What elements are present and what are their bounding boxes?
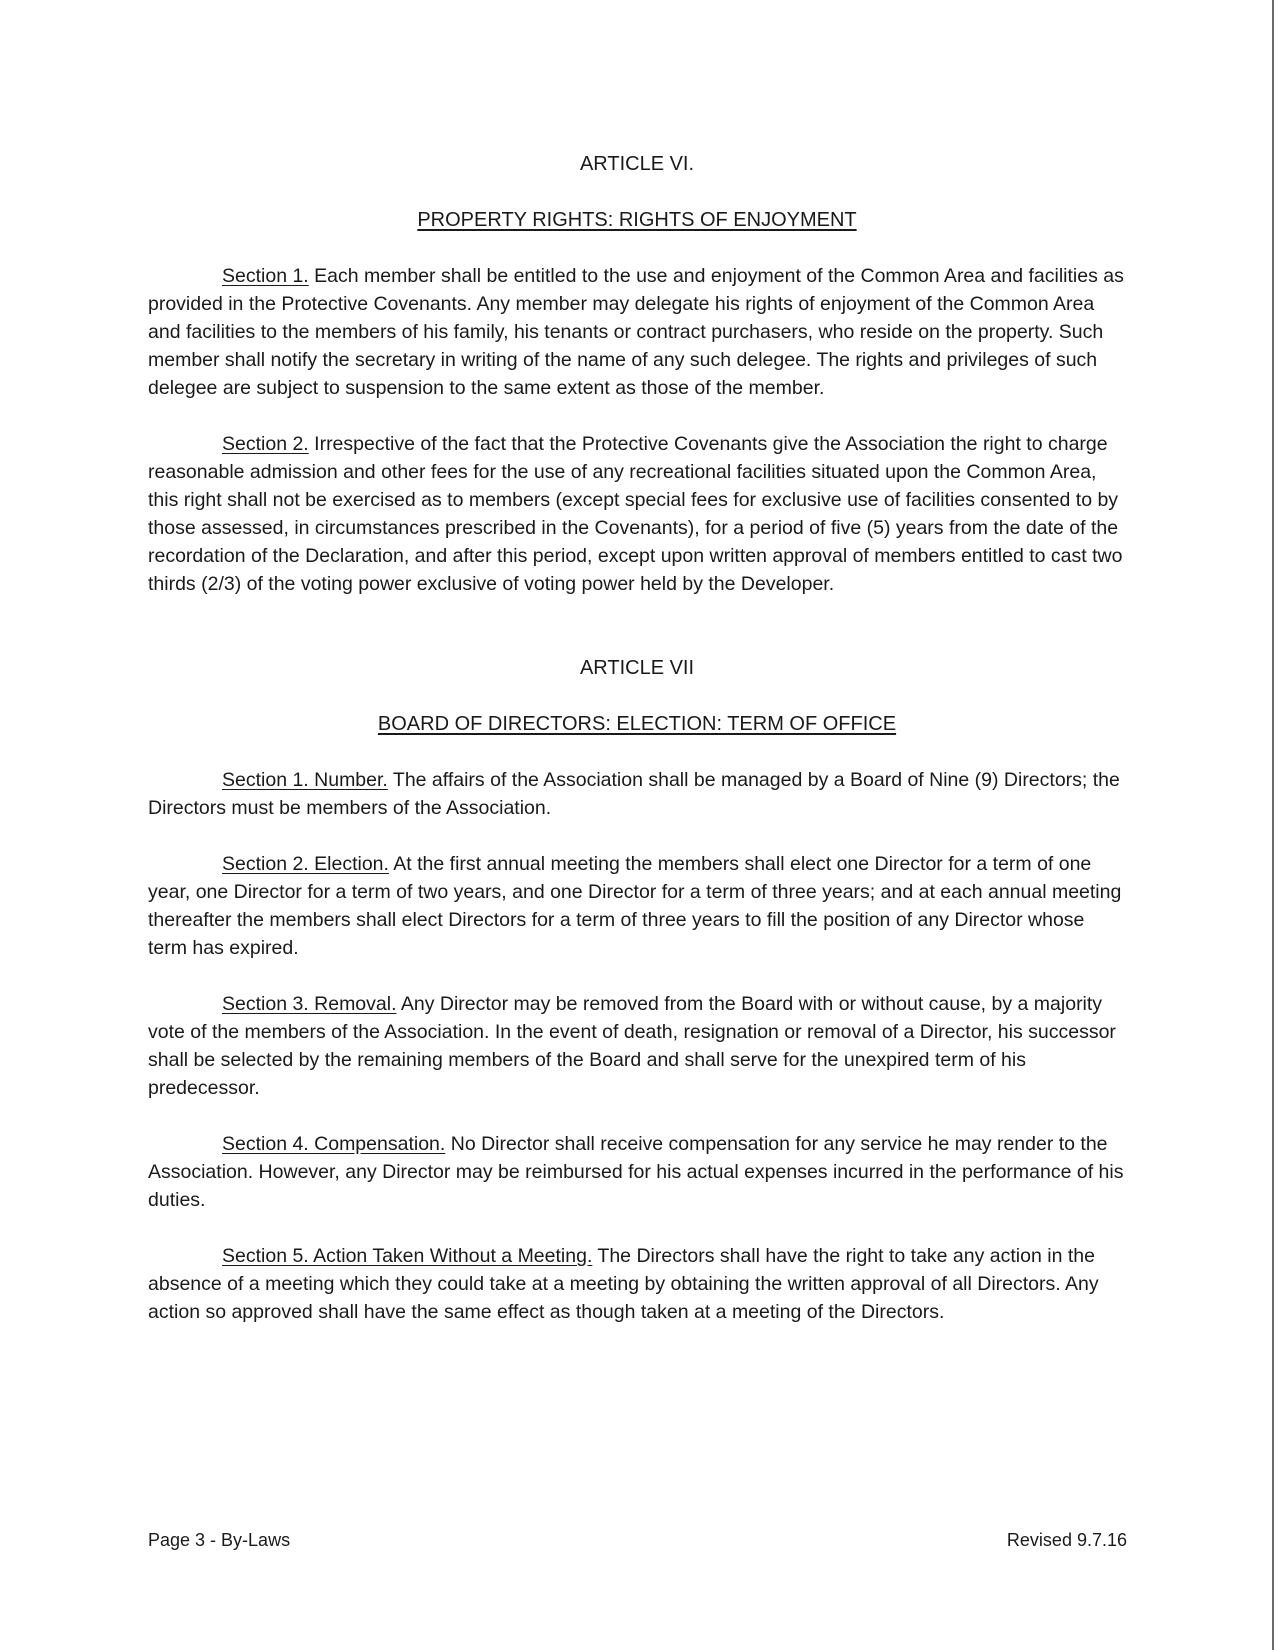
article-7-title: ARTICLE VII [579, 657, 695, 679]
section-label: Section 4. Compensation. [222, 1133, 446, 1155]
article-6-title: ARTICLE VI. [579, 153, 695, 175]
article-7-section-2 [148, 850, 1126, 962]
section-text: Irrespective of the fact that the Protective Covenants give the Association the right to charge reasonable admission and other fees for the use of any recreational facilities situated upon the Common Area, this right shall not be exercised as to members (except special fees for exclusive use of facilities consented to by those assessed, in circumstances prescribed in the Covenants), for a period of five (5) years from the date of the recordation of the Declaration, and after this period, except upon written approval of members entitled to cast two thirds (2/3) of the voting power exclusive of voting power held by the Developer. [148, 433, 1123, 595]
section-text: Each member shall be entitled to the use and enjoyment of the Common Area and facilities as provided in the Protective Covenants. Any member may delegate his rights of enjoyment of the Common Area and facilities to the members of his family, his tenants or contract purchasers, who reside on the property. Such member shall notify the secretary in writing of the name of any such delegee. The rights and privileges of such delegee are subject to suspension to the same extent as those of the member. [148, 265, 1124, 399]
article-7-section-5 [148, 1242, 1126, 1326]
section-label: Section 1. Number. [222, 769, 388, 791]
section-text: The affairs of the Association shall be managed by a Board of Nine (9) Directors; the Directors must be members of the Association. [148, 769, 1120, 819]
article-6-heading: PROPERTY RIGHTS: RIGHTS OF ENJOYMENT [417, 209, 857, 231]
section-text: At the first annual meeting the members shall elect one Director for a term of one year, one Director for a term of two years, and one Director for a term of three years; and at each annual meeting thereafter the members shall elect Directors for a term of three years to fill the position of any Director whose term has expired. [148, 853, 1122, 959]
article-6-section-1 [148, 262, 1126, 402]
scan-edge-line [1272, 0, 1274, 1650]
section-label: Section 2. Election. [222, 853, 389, 875]
article-7-section-3 [148, 990, 1126, 1102]
section-text: Any Director may be removed from the Board with or without cause, by a majority vote of the members of the Association. In the event of death, resignation or removal of a Director, his successor shall be selected by the remaining members of the Board and shall serve for the unexpired term of his predecessor. [148, 993, 1116, 1099]
footer-revision-date: Revised 9.7.16 [1006, 1530, 1127, 1550]
article-7-section-1 [148, 766, 1126, 822]
section-label: Section 1. [222, 265, 309, 287]
section-label: Section 2. [222, 433, 309, 455]
section-label: Section 5. Action Taken Without a Meeting. [222, 1245, 593, 1267]
article-6-section-2 [148, 430, 1126, 598]
article-7-section-4 [148, 1130, 1126, 1214]
article-7-heading: BOARD OF DIRECTORS: ELECTION: TERM OF OFFICE [377, 713, 897, 735]
document-body [148, 150, 1126, 1326]
section-text: The Directors shall have the right to take any action in the absence of a meeting which they could take at a meeting by obtaining the written approval of all Directors. Any action so approved shall have the same effect as though taken at a meeting of the Directors. [148, 1245, 1099, 1323]
section-label: Section 3. Removal. [222, 993, 397, 1015]
footer-page-label: Page 3 - By-Laws [148, 1530, 291, 1550]
section-text: No Director shall receive compensation for any service he may render to the Association. However, any Director may be reimbursed for his actual expenses incurred in the performance of his duties. [148, 1133, 1124, 1211]
